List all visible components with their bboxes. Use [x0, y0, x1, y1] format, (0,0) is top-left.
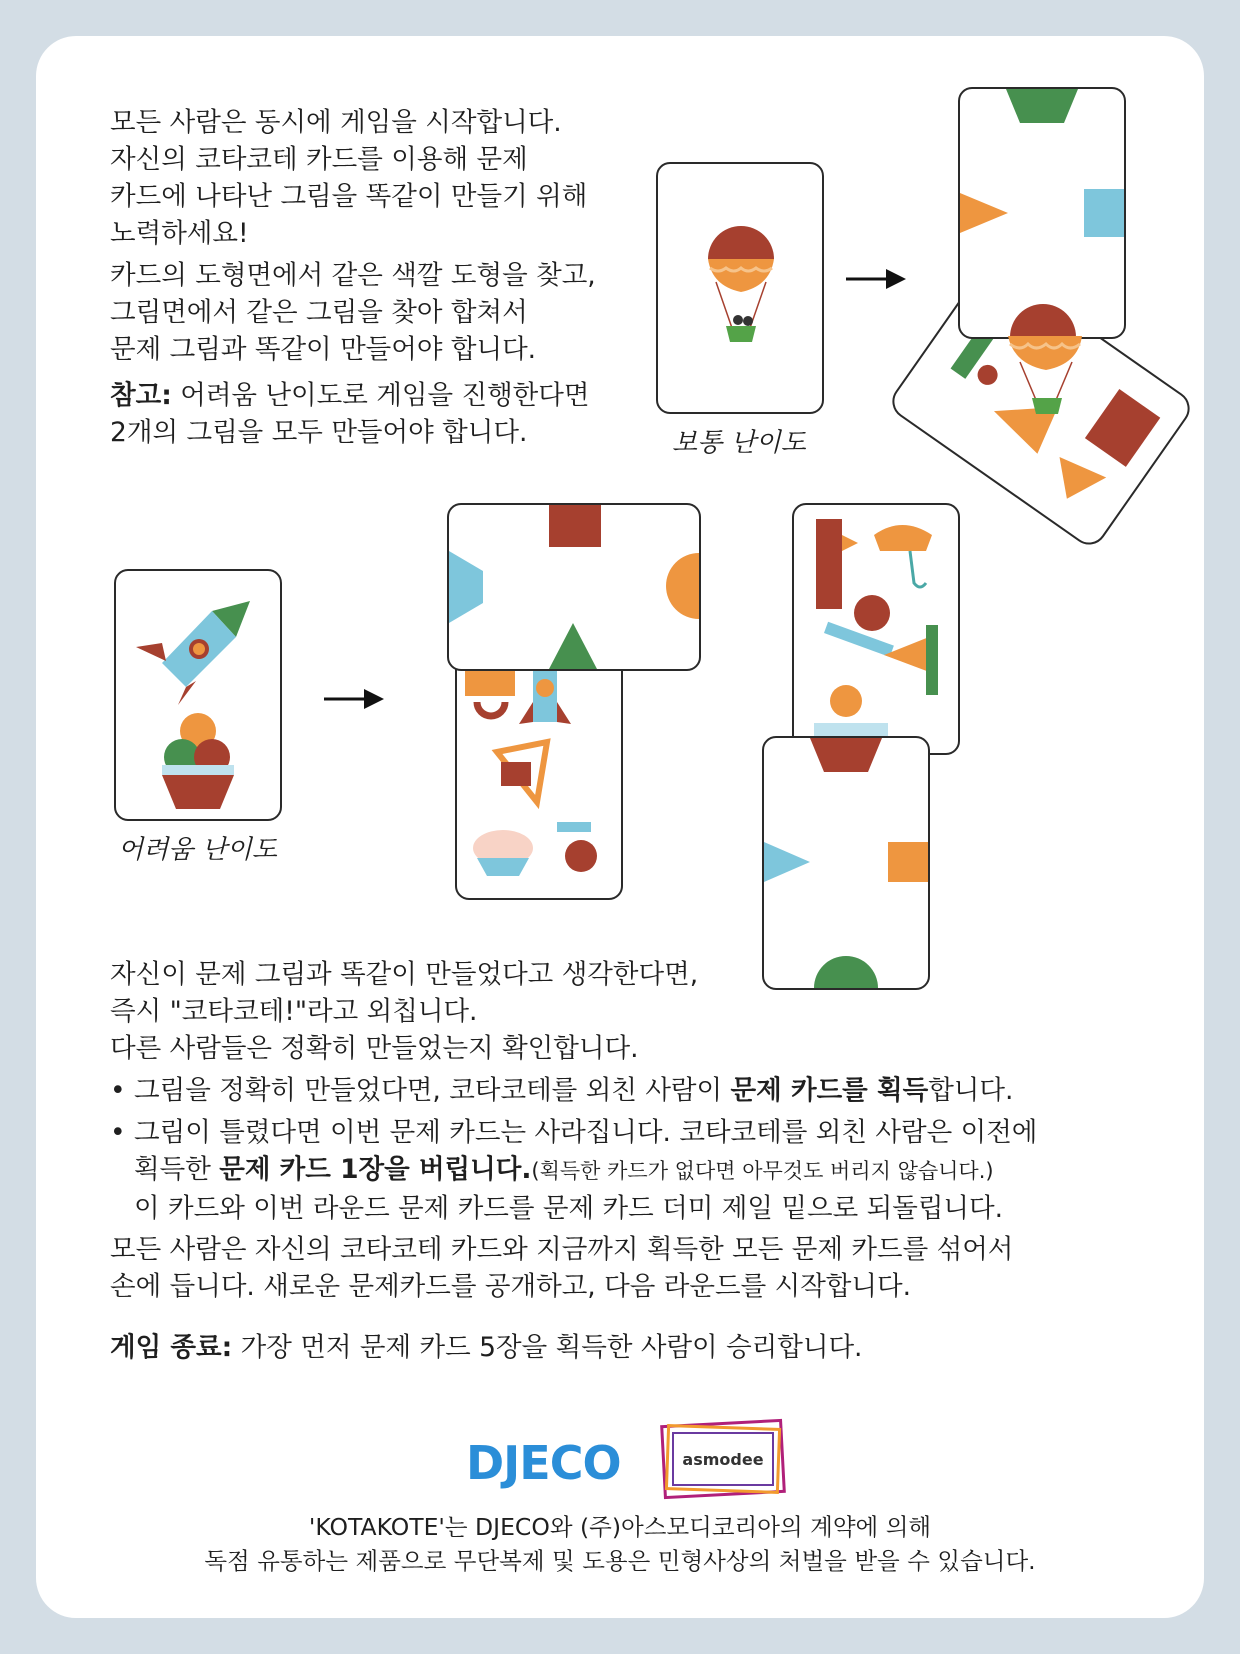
- rules-text-span: 그림을 정확히 만들었다면, 코타코테를 외친 사람이: [134, 1075, 731, 1106]
- rules-bold: 문제 카드 1장을 버립니다.: [219, 1154, 532, 1185]
- note-line: [110, 377, 596, 414]
- intro-line: 문제 그림과 똑같이 만들어야 합니다.: [110, 334, 537, 365]
- rule-bullet-wrong: • 그림이 틀렸다면 이번 문제 카드는 사라집니다. 코타코테를 외친 사람은 이전에: [110, 1114, 1037, 1151]
- asmodee-wordmark: asmodee: [672, 1432, 774, 1486]
- rule-bullet-wrong-cont: 이 카드와 이번 라운드 문제 카드를 문제 카드 더미 제일 밑으로 되돌립니다.: [134, 1193, 1004, 1224]
- hard-problem-card: [114, 569, 282, 821]
- shape-side: [764, 738, 928, 988]
- normal-problem-card: [656, 162, 824, 414]
- rule-bullet-wrong-cont: [110, 1151, 1037, 1190]
- rules-text-span: 합니다.: [928, 1075, 1014, 1106]
- balloon-picture: [1006, 306, 1086, 416]
- card-illustrations: [794, 505, 958, 753]
- hard-difficulty-caption: 어려움 난이도: [118, 835, 277, 865]
- shape-side: [960, 89, 1124, 337]
- asmodee-logo: [662, 1422, 784, 1496]
- shape-card-landscape: [447, 503, 701, 671]
- card-illustrations: [457, 652, 621, 898]
- picture-card-bird: [792, 503, 960, 755]
- game-end-text: 가장 먼저 문제 카드 5장을 획득한 사람이 승리합니다.: [232, 1332, 863, 1363]
- rules-text: [110, 956, 1037, 1366]
- rocket-cupcake-picture: [116, 571, 280, 819]
- legal-line: 독점 유통하는 제품으로 무단복제 및 도용은 민형사상의 처벌을 받을 수 있습니다.: [204, 1547, 1036, 1575]
- rules-bold: 문제 카드를 획득: [730, 1075, 929, 1106]
- arrow-right-icon: [846, 266, 908, 292]
- rules-line: 즉시 "코타코테!"라고 외칩니다.: [110, 996, 478, 1027]
- rules-line: 모든 사람은 자신의 코타코테 카드와 지금까지 획득한 모든 문제 카드를 섞어서: [110, 1234, 1014, 1265]
- intro-line: 카드에 나타난 그림을 똑같이 만들기 위해: [110, 181, 588, 212]
- shape-card: [762, 736, 930, 990]
- rules-text-span: 획득한: [134, 1154, 220, 1185]
- intro-line: 모든 사람은 동시에 게임을 시작합니다.: [110, 107, 562, 138]
- intro-line: 노력하세요!: [110, 218, 249, 249]
- balloon-picture: [658, 164, 822, 412]
- intro-line: 카드의 도형면에서 같은 색깔 도형을 찾고,: [110, 260, 596, 291]
- intro-line: 자신의 코타코테 카드를 이용해 문제: [110, 144, 528, 175]
- arrow-right-icon: [324, 686, 386, 712]
- normal-difficulty-caption: 보통 난이도: [672, 428, 806, 458]
- rules-small-note: (획득한 카드가 없다면 아무것도 버리지 않습니다.): [531, 1159, 994, 1183]
- game-end-line: [110, 1329, 1037, 1366]
- rules-line: 손에 듭니다. 새로운 문제카드를 공개하고, 다음 라운드를 시작합니다.: [110, 1271, 912, 1302]
- djeco-logo: DJECO: [466, 1436, 621, 1490]
- game-end-label: 게임 종료:: [110, 1332, 233, 1363]
- legal-line: 'KOTAKOTE'는 DJECO와 (주)아스모디코리아의 계약에 의해: [308, 1513, 932, 1541]
- note-text: 어려움 난이도로 게임을 진행한다면: [171, 380, 590, 411]
- intro-line: 그림면에서 같은 그림을 찾아 합쳐서: [110, 297, 528, 328]
- rule-bullet-correct: [110, 1072, 1037, 1109]
- intro-text: [110, 104, 596, 451]
- legal-notice: [0, 1510, 1240, 1578]
- rules-line: 자신이 문제 그림과 똑같이 만들었다고 생각한다면,: [110, 959, 699, 990]
- note-line: 2개의 그림을 모두 만들어야 합니다.: [110, 417, 528, 448]
- shape-side: [449, 505, 699, 669]
- rules-line: 다른 사람들은 정확히 만들었는지 확인합니다.: [110, 1033, 639, 1064]
- shape-card: [958, 87, 1126, 339]
- note-label: 참고:: [110, 380, 172, 411]
- picture-card-rocket: [455, 650, 623, 900]
